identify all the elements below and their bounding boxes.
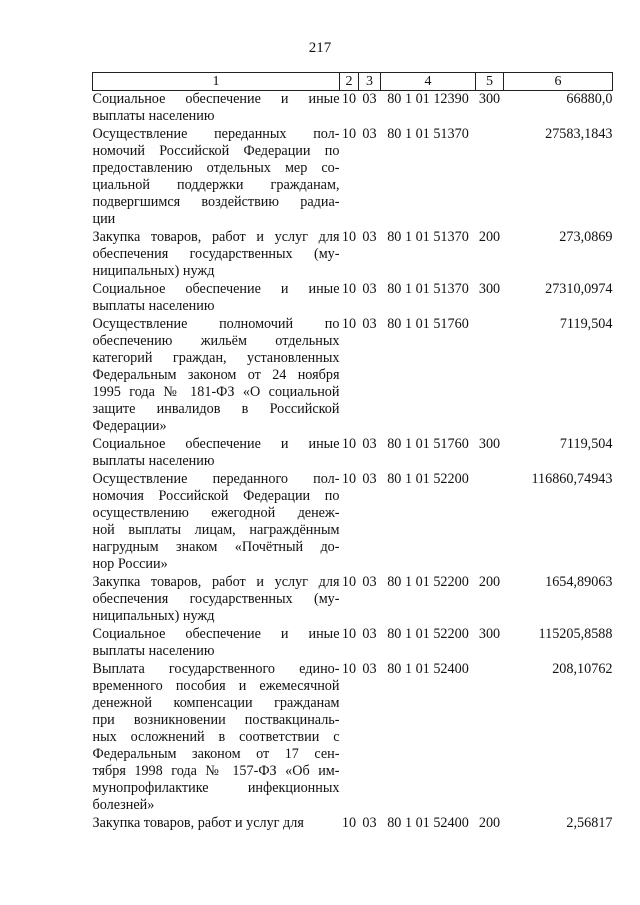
row-subsection-code: 03 — [362, 436, 377, 452]
row-section-code: 10 — [341, 661, 357, 677]
row-expense-type-code: 200 — [478, 229, 501, 245]
table-row — [93, 660, 613, 814]
row-section-code: 10 — [341, 91, 357, 107]
row-description — [93, 228, 340, 280]
row-subsection-code: 03 — [362, 626, 377, 642]
row-description — [93, 470, 340, 573]
row-description — [93, 625, 340, 660]
table-row — [93, 625, 613, 660]
row-target-article-code: 80 1 01 51760 — [387, 316, 469, 332]
row-subsection-code: 03 — [362, 471, 377, 487]
description-line: денежной компенсации гражданам — [92, 695, 340, 711]
description-line: обеспечению жильём отдельных — [92, 333, 340, 349]
description-line: категорий граждан, установленных — [92, 350, 340, 366]
row-section-code: 10 — [341, 281, 357, 297]
row-target-article-code: 80 1 01 51370 — [387, 281, 469, 297]
description-line: при возникновении поствакциналь- — [92, 712, 340, 728]
description-line: Осуществление переданного пол- — [92, 471, 340, 487]
row-amount: 115205,8588 — [538, 626, 613, 642]
row-expense-type-code: 200 — [478, 574, 501, 590]
row-expense-type-code: 300 — [478, 626, 501, 642]
description-line: Социальное обеспечение и иные — [92, 626, 340, 642]
description-line: циальной поддержки гражданам, — [92, 177, 340, 193]
description-line: временного пособия и ежемесячной — [92, 678, 340, 694]
row-expense-type-code: 200 — [478, 815, 501, 831]
table-row — [93, 315, 613, 435]
description-line: выплаты населению — [92, 643, 215, 659]
row-description — [93, 280, 340, 315]
column-header-5: 5 — [476, 73, 504, 91]
column-header-4: 4 — [381, 73, 476, 91]
table-row — [93, 470, 613, 573]
row-expense-type-code: 300 — [478, 281, 501, 297]
row-section-code: 10 — [341, 815, 357, 831]
description-line: Осуществление переданных пол- — [92, 126, 340, 142]
row-description — [93, 435, 340, 470]
column-header-3: 3 — [359, 73, 381, 91]
row-amount: 7119,504 — [559, 436, 613, 452]
row-amount: 2,56817 — [566, 815, 613, 831]
row-subsection-code: 03 — [362, 126, 377, 142]
row-section-code: 10 — [341, 316, 357, 332]
description-line: Федеральным законом от 24 ноября — [92, 367, 340, 383]
row-target-article-code: 80 1 01 52400 — [387, 815, 469, 831]
table-row — [93, 228, 613, 280]
table-header-row — [93, 73, 613, 91]
row-section-code: 10 — [341, 574, 357, 590]
column-header-1: 1 — [93, 73, 340, 91]
row-amount: 116860,74943 — [531, 471, 613, 487]
row-subsection-code: 03 — [362, 316, 377, 332]
row-subsection-code: 03 — [362, 661, 377, 677]
row-subsection-code: 03 — [362, 574, 377, 590]
row-amount: 66880,0 — [566, 91, 613, 107]
row-target-article-code: 80 1 01 51760 — [387, 436, 469, 452]
description-line: Выплата государственного едино- — [92, 661, 340, 677]
description-line: осуществлению ежегодной денеж- — [92, 505, 340, 521]
row-amount: 7119,504 — [559, 316, 613, 332]
description-line: номочий Российской Федерации по — [92, 143, 340, 159]
description-line: выплаты населению — [92, 108, 215, 124]
description-line: подвергшимся воздействию радиа- — [92, 194, 340, 210]
table-row — [93, 573, 613, 625]
row-amount: 1654,89063 — [545, 574, 613, 590]
row-expense-type-code: 300 — [478, 91, 501, 107]
row-expense-type-code — [476, 125, 504, 228]
table-row — [93, 435, 613, 470]
description-line: Социальное обеспечение и иные — [92, 91, 340, 107]
description-line: Закупка товаров, работ и услуг для — [92, 815, 304, 831]
column-header-2: 2 — [340, 73, 359, 91]
description-line: Осуществление полномочий по — [92, 316, 340, 332]
row-target-article-code: 80 1 01 52200 — [387, 626, 469, 642]
row-target-article-code: 80 1 01 51370 — [387, 229, 469, 245]
row-section-code: 10 — [341, 229, 357, 245]
row-section-code: 10 — [341, 471, 357, 487]
description-line: Федерации» — [92, 418, 167, 434]
row-expense-type-code — [476, 315, 504, 435]
table-row — [93, 91, 613, 126]
description-line: защите инвалидов в Российской — [92, 401, 340, 417]
description-line: Социальное обеспечение и иные — [92, 281, 340, 297]
column-header-6: 6 — [504, 73, 613, 91]
row-expense-type-code — [476, 470, 504, 573]
row-amount: 208,10762 — [552, 661, 613, 677]
description-line: болезней» — [92, 797, 155, 813]
row-description — [93, 315, 340, 435]
row-target-article-code: 80 1 01 51370 — [387, 126, 469, 142]
row-description — [93, 660, 340, 814]
table-body — [93, 91, 613, 833]
row-description — [93, 573, 340, 625]
description-line: обеспечения государственных (му- — [92, 246, 340, 262]
row-amount: 273,0869 — [559, 229, 613, 245]
row-section-code: 10 — [341, 436, 357, 452]
table-row — [93, 814, 613, 832]
row-subsection-code: 03 — [362, 229, 377, 245]
page-number: 217 — [308, 40, 332, 56]
row-expense-type-code: 300 — [478, 436, 501, 452]
row-section-code: 10 — [341, 626, 357, 642]
row-expense-type-code — [476, 660, 504, 814]
row-description — [93, 91, 340, 126]
budget-table — [92, 72, 613, 832]
description-line: Закупка товаров, работ и услуг для — [92, 574, 340, 590]
row-section-code: 10 — [341, 126, 357, 142]
row-target-article-code: 80 1 01 52400 — [387, 661, 469, 677]
description-line: ниципальных) нужд — [92, 263, 215, 279]
description-line: ции — [92, 211, 116, 227]
table-row — [93, 125, 613, 228]
description-line: ниципальных) нужд — [92, 608, 215, 624]
description-line: обеспечения государственных (му- — [92, 591, 340, 607]
row-subsection-code: 03 — [362, 815, 377, 831]
description-line: номочия Российской Федерации по — [92, 488, 340, 504]
description-line: Закупка товаров, работ и услуг для — [92, 229, 340, 245]
row-subsection-code: 03 — [362, 281, 377, 297]
description-line: ной выплаты лицам, награждённым — [92, 522, 340, 538]
description-line: нор России» — [92, 556, 168, 572]
row-target-article-code: 80 1 01 52200 — [387, 471, 469, 487]
row-amount: 27310,0974 — [545, 281, 613, 297]
description-line: тября 1998 года № 157-ФЗ «Об им- — [92, 763, 340, 779]
table-row — [93, 280, 613, 315]
description-line: мунопрофилактике инфекционных — [92, 780, 340, 796]
description-line: ных осложнений в соответствии с — [92, 729, 340, 745]
description-line: предоставлению отдельных мер со- — [92, 160, 340, 176]
description-line: Федеральным законом от 17 сен- — [92, 746, 340, 762]
row-description — [93, 125, 340, 228]
description-line: выплаты населению — [92, 298, 215, 314]
description-line: нагрудным знаком «Почётный до- — [92, 539, 340, 555]
row-target-article-code: 80 1 01 12390 — [387, 91, 469, 107]
description-line: 1995 года № 181-ФЗ «О социальной — [92, 384, 340, 400]
description-line: Социальное обеспечение и иные — [92, 436, 340, 452]
description-line: выплаты населению — [92, 453, 215, 469]
row-description — [93, 814, 340, 832]
row-amount: 27583,1843 — [545, 126, 613, 142]
row-target-article-code: 80 1 01 52200 — [387, 574, 469, 590]
row-subsection-code: 03 — [362, 91, 377, 107]
